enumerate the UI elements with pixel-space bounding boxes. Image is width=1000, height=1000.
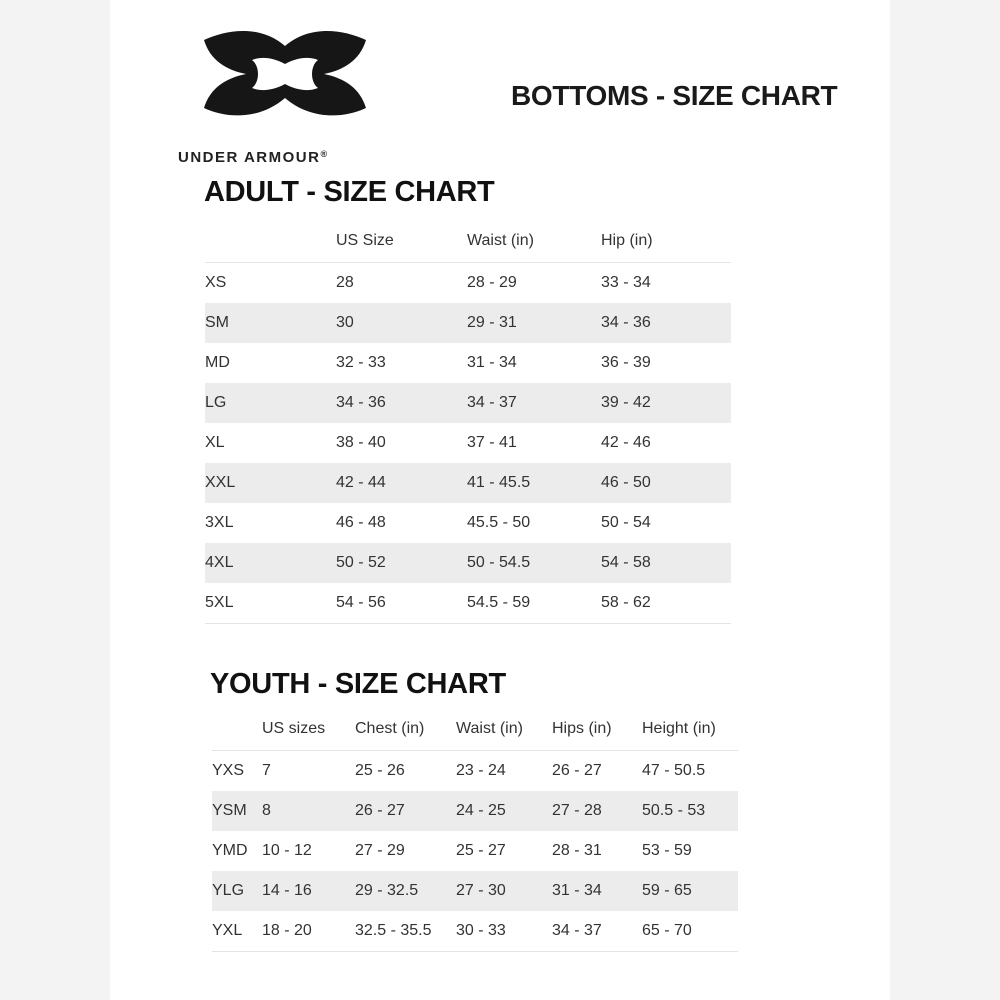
height-cell: 47 - 50.5 <box>642 762 706 779</box>
us-size-cell: 38 - 40 <box>336 434 386 451</box>
size-cell: 5XL <box>205 583 336 624</box>
youth-header-chest: Chest (in) <box>355 708 456 751</box>
document-title: BOTTOMS - SIZE CHART <box>511 80 838 111</box>
size-cell: XXL <box>205 463 336 503</box>
table-row <box>205 543 731 583</box>
hips-cell: 31 - 34 <box>552 871 642 911</box>
youth-header-height: Height (in) <box>642 708 738 751</box>
us-size-cell: 46 - 48 <box>336 514 386 531</box>
waist-cell: 41 - 45.5 <box>467 463 601 503</box>
hip-cell: 33 - 34 <box>601 274 651 291</box>
hip-cell: 42 - 46 <box>601 434 651 451</box>
waist-cell: 45.5 - 50 <box>467 514 531 531</box>
height-cell: 65 - 70 <box>642 911 738 952</box>
table-row <box>205 263 731 304</box>
adult-size-table <box>205 220 731 624</box>
brand-wordmark <box>178 149 388 166</box>
size-cell: XL <box>205 434 225 451</box>
size-cell: LG <box>205 383 336 423</box>
youth-header-row <box>212 708 738 751</box>
height-cell: 59 - 65 <box>642 871 738 911</box>
table-row <box>212 871 738 911</box>
hip-cell: 58 - 62 <box>601 583 731 624</box>
under-armour-logo-icon <box>200 26 370 116</box>
table-row <box>205 303 731 343</box>
chest-cell: 25 - 26 <box>355 762 405 779</box>
table-row <box>205 343 731 383</box>
waist-cell: 37 - 41 <box>467 434 517 451</box>
us-size-cell: 7 <box>262 762 271 779</box>
size-cell: YSM <box>212 791 262 831</box>
size-cell: 4XL <box>205 543 336 583</box>
youth-size-table <box>212 708 738 952</box>
size-cell: 3XL <box>205 514 234 531</box>
hip-cell: 39 - 42 <box>601 383 731 423</box>
waist-cell: 29 - 31 <box>467 303 601 343</box>
hips-cell: 27 - 28 <box>552 791 642 831</box>
us-size-cell: 30 <box>336 303 467 343</box>
chest-cell: 32.5 - 35.5 <box>355 911 456 952</box>
hip-cell: 54 - 58 <box>601 543 731 583</box>
waist-cell: 31 - 34 <box>467 354 517 371</box>
us-size-cell: 54 - 56 <box>336 583 467 624</box>
youth-section-title: YOUTH - SIZE CHART <box>210 668 506 700</box>
hip-cell: 34 - 36 <box>601 303 731 343</box>
table-row <box>212 911 738 952</box>
waist-cell: 28 - 29 <box>467 274 517 291</box>
adult-header-us-size: US Size <box>336 220 467 263</box>
registered-mark: ® <box>320 149 329 159</box>
adult-section-title: ADULT - SIZE CHART <box>204 176 495 208</box>
us-size-cell: 34 - 36 <box>336 383 467 423</box>
us-size-cell: 32 - 33 <box>336 354 386 371</box>
table-row <box>212 751 738 792</box>
size-cell: YXS <box>212 762 245 779</box>
adult-header-hip: Hip (in) <box>601 220 731 263</box>
us-size-cell: 18 - 20 <box>262 911 355 952</box>
waist-cell: 25 - 27 <box>456 842 506 859</box>
waist-cell: 34 - 37 <box>467 383 601 423</box>
hips-cell: 26 - 27 <box>552 762 602 779</box>
us-size-cell: 8 <box>262 791 355 831</box>
hip-cell: 46 - 50 <box>601 463 731 503</box>
table-row <box>212 831 738 871</box>
waist-cell: 24 - 25 <box>456 791 552 831</box>
size-cell: MD <box>205 354 230 371</box>
table-row <box>205 463 731 503</box>
size-cell: SM <box>205 303 336 343</box>
us-size-cell: 14 - 16 <box>262 871 355 911</box>
us-size-cell: 42 - 44 <box>336 463 467 503</box>
size-cell: YMD <box>212 842 248 859</box>
adult-header-waist: Waist (in) <box>467 220 601 263</box>
us-size-cell: 50 - 52 <box>336 543 467 583</box>
hip-cell: 36 - 39 <box>601 354 651 371</box>
brand-logo <box>178 22 388 166</box>
us-size-cell: 10 - 12 <box>262 842 312 859</box>
waist-cell: 50 - 54.5 <box>467 543 601 583</box>
table-row <box>205 383 731 423</box>
height-cell: 50.5 - 53 <box>642 791 738 831</box>
hips-cell: 34 - 37 <box>552 911 642 952</box>
chest-cell: 29 - 32.5 <box>355 871 456 911</box>
table-row <box>205 583 731 624</box>
waist-cell: 30 - 33 <box>456 911 552 952</box>
youth-header-waist: Waist (in) <box>456 708 552 751</box>
size-cell: YLG <box>212 871 262 911</box>
chest-cell: 26 - 27 <box>355 791 456 831</box>
size-cell: YXL <box>212 911 262 952</box>
youth-header-size <box>212 708 262 751</box>
adult-header-size <box>205 220 336 263</box>
table-row <box>212 791 738 831</box>
youth-header-hips: Hips (in) <box>552 708 642 751</box>
waist-cell: 27 - 30 <box>456 871 552 911</box>
hip-cell: 50 - 54 <box>601 514 651 531</box>
waist-cell: 23 - 24 <box>456 762 506 779</box>
brand-name: UNDER ARMOUR <box>178 149 321 166</box>
table-row <box>205 423 731 463</box>
adult-header-row <box>205 220 731 263</box>
chest-cell: 27 - 29 <box>355 842 405 859</box>
youth-header-us-sizes: US sizes <box>262 708 355 751</box>
table-row <box>205 503 731 543</box>
us-size-cell: 28 <box>336 274 354 291</box>
height-cell: 53 - 59 <box>642 842 692 859</box>
waist-cell: 54.5 - 59 <box>467 583 601 624</box>
hips-cell: 28 - 31 <box>552 842 602 859</box>
size-cell: XS <box>205 274 227 291</box>
